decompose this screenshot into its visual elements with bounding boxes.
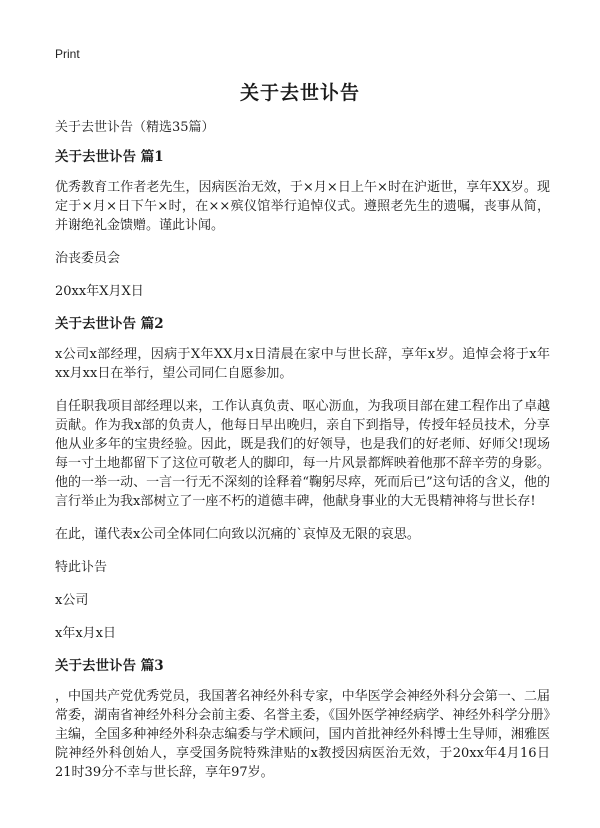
section-2-paragraph: 自任职我项目部经理以来，工作认真负责、呕心沥血，为我项目部在建工程作出了卓越贡献。作为我x部的负责人，他每日早出晚归，亲自下到指导，传授年轻员技术，分享他从业多年的宝贵经验。因此，既是我们的好领导，也是我们的好老师、好师父!现场每一寸土地都留下了这位可敬老人的脚印，每一片风景都辉映着他那不辞辛劳的身影。他的一举一动、一言一行无不深刻的诠释着“鞠躬尽瘁，死而后已”这句话的含义，他的言行举止为我x部树立了一座不朽的道德丰碑，他献身事业的大无畏精神将与世长存! xyxy=(55,399,550,509)
section-2-signature: x公司 xyxy=(55,593,89,608)
document-body xyxy=(55,118,550,796)
section-2-date: x年x月x日 xyxy=(55,626,116,641)
section-heading-2: 关于去世讣告 篇2 xyxy=(55,316,164,332)
section-2-closing: 特此讣告 xyxy=(55,560,108,575)
page-title: 关于去世讣告 xyxy=(239,82,360,104)
print-link[interactable]: Print xyxy=(55,47,80,61)
section-1-paragraph: 优秀教育工作者老先生，因病医治无效，于×月×日上午×时在沪逝世，享年XX岁。现定于×月×日下午×时，在××殡仪馆举行追悼仪式。遵照老先生的遗嘱，丧事从简，并谢绝礼金馈赠。谨此讣闻。 xyxy=(55,180,550,233)
section-heading-1: 关于去世讣告 篇1 xyxy=(55,149,164,165)
section-3-paragraph: ，中国共产党优秀党员，我国著名神经外科专家，中华医学会神经外科分会第一、二届常委，湖南省神经外科分会前主委、名誉主委，《国外医学神经病学、神经外科学分册》主编，全国多种神经外科杂志编委与学术顾问，国内首批神经外科博士生导师，湘雅医院神经外科创始人，享受国务院特殊津贴的x教授因病医治无效，于20xx年4月16日21时39分不幸与世长辞，享年97岁。 xyxy=(55,689,550,780)
section-2-paragraph: 在此，谨代表x公司全体同仁向致以沉痛的`哀悼及无限的哀思。 xyxy=(55,527,420,542)
document-subtitle: 关于去世讣告（精选35篇） xyxy=(55,120,215,135)
section-heading-3: 关于去世讣告 篇3 xyxy=(55,658,164,674)
section-1-signature: 治丧委员会 xyxy=(55,251,121,266)
section-1-date: 20xx年X月X日 xyxy=(55,284,144,299)
section-2-paragraph: x公司x部经理，因病于X年XX月x日清晨在家中与世长辞，享年x岁。追悼会将于x年xx月xx日在举行，望公司同仁自愿参加。 xyxy=(55,347,550,381)
